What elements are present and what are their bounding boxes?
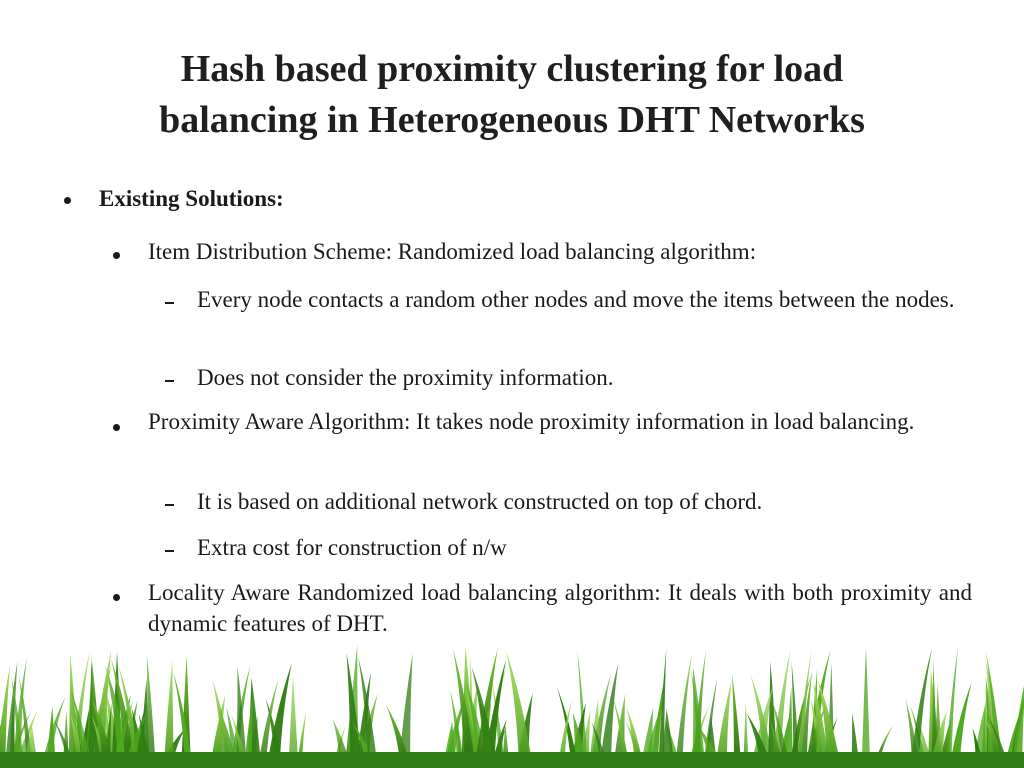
bullet-dash-icon bbox=[165, 380, 174, 382]
bullet-dash-icon bbox=[165, 550, 174, 552]
grass-border-icon bbox=[0, 640, 1024, 768]
slide-title-line-1: Hash based proximity clustering for load bbox=[180, 48, 844, 90]
bullet-existing-solutions: Existing Solutions: bbox=[99, 186, 284, 211]
bullet-dot-icon bbox=[113, 594, 120, 601]
bullet-dash-icon bbox=[165, 504, 174, 506]
bullet-dot-icon bbox=[64, 197, 71, 204]
bullet-item-distribution: Item Distribution Scheme: Randomized load balancing algorithm: bbox=[148, 239, 757, 264]
slide-title-line-2: balancing in Heterogeneous DHT Networks bbox=[159, 99, 865, 141]
slide-title bbox=[60, 44, 964, 146]
bullet-dot-icon bbox=[113, 424, 120, 431]
bullet-no-proximity: Does not consider the proximity information. bbox=[197, 365, 614, 390]
bullet-locality-aware: Locality Aware Randomized load balancing algorithm: It deals with both proximity and dynamic features of DHT. bbox=[148, 580, 972, 636]
bullet-additional-network: It is based on additional network constructed on top of chord. bbox=[197, 489, 763, 514]
bullet-extra-cost: Extra cost for construction of n/w bbox=[197, 535, 507, 560]
bullet-every-node: Every node contacts a random other nodes and move the items between the nodes. bbox=[197, 287, 955, 312]
bullet-dash-icon bbox=[165, 302, 174, 304]
bullet-proximity-aware: Proximity Aware Algorithm: It takes node proximity information in load balancing. bbox=[148, 409, 915, 434]
bullet-dot-icon bbox=[113, 252, 120, 259]
